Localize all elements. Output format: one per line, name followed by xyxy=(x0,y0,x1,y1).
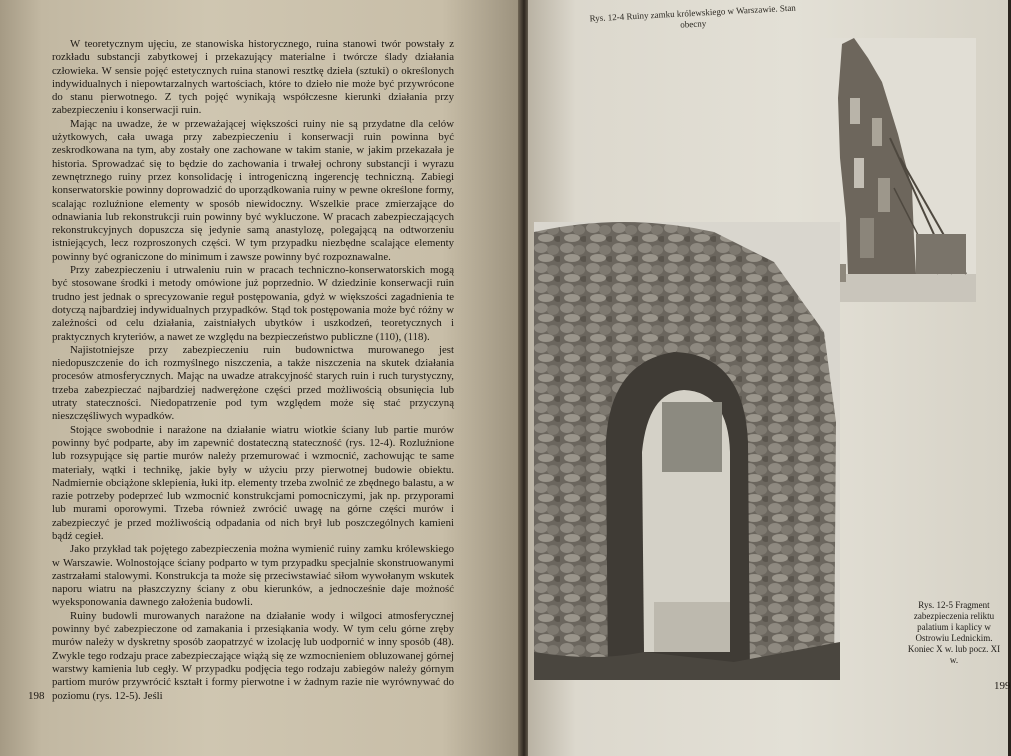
paragraph: Mając na uwadze, że w przeważającej większości ruiny nie są przydatne dla celów użytkowych, cała uwaga przy zabezpieczeniu i konserwacji ruin powinna być zeskrodkowana na tym, aby zostały one zachowane w takim stanie, w jakim przekazała je historia. Sprowadzać się to będzie do zachowania i trwałej ochrony substancji i wyrazu zewnętrznego ruiny przez konsolidację i introgeniczną ingerencję techniczną. Zabiegi konserwatorskie powinny doprowadzić do uporządkowania ruiny w pewne określone formy, scalając rozluźnione elementy w sposób niewidoczny. Wszelkie prace zmierzające do odnawiania lub rekonstrukcji ruin powinny być wykluczone. W pracach zabezpieczających rekonstrukcyjnych dopuszcza się jedynie samą anastylozę, polegającą na odtworzeniu istniejących, lecz rozproszonych części. W tym przypadku niezbędne scalające elementy powinny być ograniczone do minimum i zawsze powinny być rozpoznawalne. xyxy=(52,117,454,263)
page-number-left: 198 xyxy=(28,690,45,702)
paragraph: Ruiny budowli murowanych narażone na działanie wody i wilgoci atmosferycznej powinny być zabezpieczone od zamakania i przesiąkania wody. W tym celu górne zręby murów należy w dyskretny sposób zaopatrzyć w izolację lub uodpornić w inny sposób (48). Zwykle tego rodzaju prace zabezpieczające wiążą się ze wzmocnieniem obluzowanej górnej warstwy kamienia lub cegły. W przypadku podjęcia tego rodzaju zabiegów należy górnym partiom murów przywrócić kształt i formy pierwotne i w żadnym razie nie wyrównywać do poziomu (rys. 12-5). Jeśli xyxy=(52,609,454,702)
castle-ruins-photo xyxy=(820,38,976,302)
paragraph: Przy zabezpieczeniu i utrwaleniu ruin w pracach techniczno-konserwatorskich mogą być stosowane środki i metody omówione już poprzednio. W dziedzinie konserwacji ruin trudno jest jednak o sprecyzowanie reguł postępowania, gdyż w większości zagadnienia te dotyczą najbardziej indywidualnych przypadków. Stąd tok postępowania może być różny w zależności od celu działania, zaistniałych ubytków i uszkodzeń, teoretycznych i praktycznych kryteriów, a nawet ze względu na bezpieczeństwo publiczne (110), (118). xyxy=(52,264,454,343)
stone-arch-photo xyxy=(534,222,840,680)
figure-caption-ruins: Rys. 12-4 Ruiny zamku królewskiego w Warszawie. Stan obecny xyxy=(589,2,797,30)
paragraph: W teoretycznym ujęciu, ze stanowiska historycznego, ruina stanowi twór powstały z rozkładu substancji zabytkowej i przekazujący materialne i twórcze ślady działania człowieka. W sensie pojęć estetycznych ruina stanowi resztkę dzieła (sztuki) o określonych indywidualnych i niepowtarzalnych wartościach, które to dzieło nie może być przywrócone do stanu pierwotnego. Z tych pojęć wynikają współczesne kierunki działania przy zabezpieczeniu i konserwacji ruin. xyxy=(52,38,454,117)
figure-caption-arch: Rys. 12-5 Fragment zabezpieczenia reliktu palatium i kaplicy w Ostrowiu Lednickim. Koniec X w. lub pocz. XI w. xyxy=(907,600,1001,665)
paragraph: Najistotniejsze przy zabezpieczeniu ruin budownictwa murowanego jest niedopuszczenie do ich rozmyślnego niszczenia, a także niszczenia na skutek działania procesów atmosferycznych. Mając na uwadze atrakcyjność starych ruin i ruch turystyczny, trzeba zabezpieczać najbardziej nadwerężone części przed możliwością obsunięcia lub utraty stateczności. Niedopatrzenie pod tym względem może się stać przyczyną nieszczęśliwych wypadków. xyxy=(52,343,454,423)
paragraph: Stojące swobodnie i narażone na działanie wiatru wiotkie ściany lub partie murów powinny być podparte, aby im zapewnić dostateczną stateczność (rys. 12-4). Rozluźnione lub rozsypujące się partie murów należy przemurować i wzmocnić, zachowując te same materiały, wątki i technikę, jakie były w użyciu przy pierwotnej budowie obiektu. Nadmiernie obciążone sklepienia, łuki itp. elementy trzeba zwolnić ze zbędnego balastu, a w razie potrzeby podeprzeć lub wzmocnić konstrukcjami pomocniczymi, jak np. przyporami lub murami oporowymi. Trzeba również zwrócić uwagę na górne części murów i zabezpieczyć je przed możliwością odpadania od nich brył lub poszczególnych kamieni bądź cegieł. xyxy=(52,423,454,542)
page-number-right: 199 xyxy=(994,680,1011,692)
right-page xyxy=(528,0,1011,756)
paragraph: Jako przykład tak pojętego zabezpieczenia można wymienić ruiny zamku królewskiego w Warszawie. Wolnostojące ściany podparto w tym przypadku specjalnie skonstruowanymi zastrzałami stalowymi. Konstrukcja ta może się przeciwstawiać siłom wywołanym wskutek naporu wiatru na płaszczyzny ściany z obu kierunków, a jednocześnie daje możność wyeksponowania dawnego założenia budowli. xyxy=(52,543,454,609)
body-text xyxy=(52,38,454,703)
